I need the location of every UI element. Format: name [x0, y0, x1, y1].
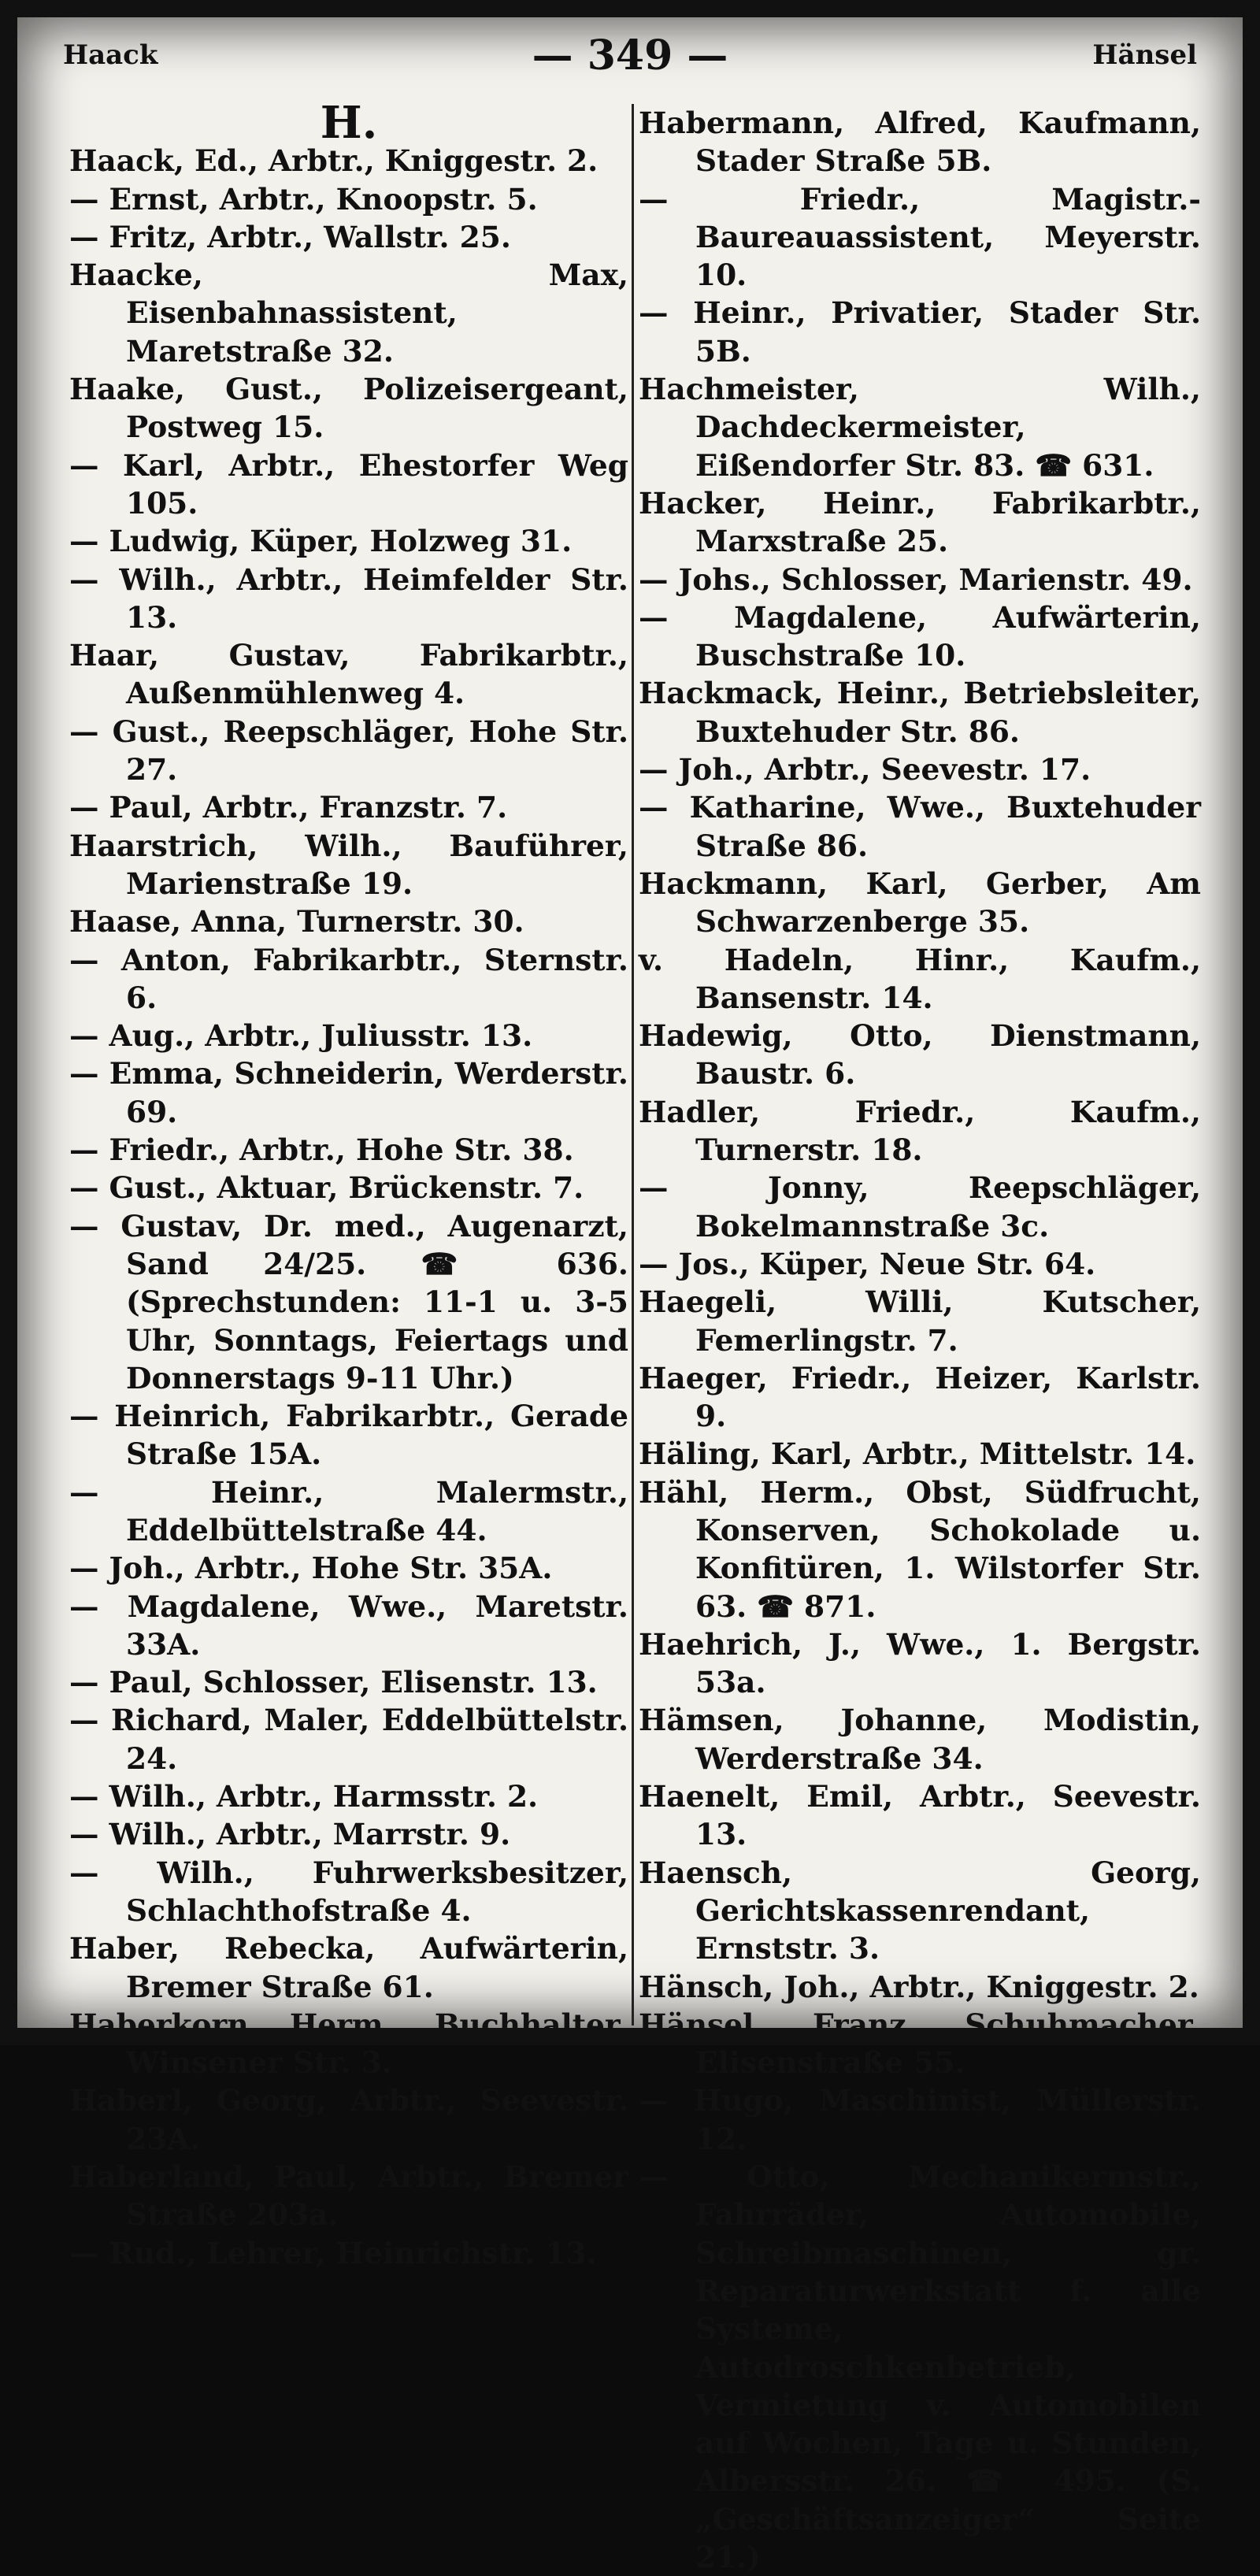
directory-entry: — Gustav, Dr. med., Augenarzt, Sand 24/25. ☎ 636. (Sprechstunden: 11-1 u. 3-5 Uhr, Sonntags, Feiertags und Donnerstags 9-11 Uhr.) — [69, 1208, 628, 1395]
directory-entry: — Hugo, Maschinist, Müllerstr. 12. — [639, 2083, 1201, 2156]
directory-entry: — Wilh., Arbtr., Heimfelder Str. 13. — [69, 562, 628, 635]
directory-entry: Hachmeister, Wilh., Dachdeckermeister, Eißendorfer Str. 83. ☎ 631. — [639, 372, 1201, 483]
directory-entry: — Katharine, Wwe., Buxtehuder Straße 86. — [639, 790, 1201, 863]
right-column — [632, 104, 1201, 2574]
header-left-catchword: Haack — [63, 39, 158, 71]
directory-entry: Haake, Gust., Polizeisergeant, Postweg 15. — [69, 372, 628, 445]
directory-entry: Haenelt, Emil, Arbtr., Seevestr. 13. — [639, 1779, 1201, 1852]
directory-entry: Haack, Ed., Arbtr., Kniggestr. 2. — [69, 143, 598, 179]
directory-entry: Haehrich, J., Wwe., 1. Bergstr. 53a. — [639, 1626, 1201, 1700]
directory-entry: Hacker, Heinr., Fabrikarbtr., Marxstraße 25. — [639, 485, 1201, 559]
directory-entry: Habermann, Alfred, Kaufmann, Stader Straße 5B. — [639, 106, 1201, 179]
directory-entry: — Paul, Arbtr., Franzstr. 7. — [69, 790, 508, 825]
directory-entry: Haacke, Max, Eisenbahnassistent, Maretstraße 32. — [69, 258, 628, 369]
directory-entry: — Rud., Lehrer, Heinrichstr. 13. — [69, 2235, 597, 2270]
directory-entry: — Fritz, Arbtr., Wallstr. 25. — [69, 219, 511, 254]
directory-entry: — Heinrich, Fabrikarbtr., Gerade Straße 15A. — [69, 1399, 628, 1472]
directory-entry: Haegeli, Willi, Kutscher, Femerlingstr. 7. — [639, 1284, 1201, 1358]
directory-entry: — Joh., Arbtr., Seevestr. 17. — [639, 752, 1091, 788]
directory-entry: Haberl, Georg, Arbtr., Seevestr. 23A. — [69, 2083, 628, 2156]
directory-entry: — Anton, Fabrikarbtr., Sternstr. 6. — [69, 942, 628, 1015]
directory-entry: Häling, Karl, Arbtr., Mittelstr. 14. — [639, 1436, 1196, 1472]
directory-entry: — Magdalene, Wwe., Maretstr. 33A. — [69, 1588, 628, 1662]
directory-entry: — Wilh., Arbtr., Marrstr. 9. — [69, 1817, 511, 1852]
directory-entry: Haarstrich, Wilh., Bauführer, Marienstraße 19. — [69, 828, 628, 901]
directory-entry: v. Hadeln, Hinr., Kaufm., Bansenstr. 14. — [639, 942, 1201, 1015]
directory-entry: — Gust., Aktuar, Brückenstr. 7. — [69, 1170, 584, 1206]
directory-entry: — Magdalene, Aufwärterin, Buschstraße 10. — [639, 599, 1201, 673]
directory-entry: Hämsen, Johanne, Modistin, Werderstraße 34. — [639, 1703, 1201, 1776]
directory-entry: — Friedr., Magistr.-Baureauassistent, Meyerstr. 10. — [639, 181, 1201, 293]
directory-entry: — Gust., Reepschläger, Hohe Str. 27. — [69, 713, 628, 788]
directory-entry: Hähl, Herm., Obst, Südfrucht, Konserven, Schokolade u. Konfitüren, 1. Wilstorfer Str. 63. ☎ 871. — [639, 1474, 1201, 1624]
directory-entry: Haber, Rebecka, Aufwärterin, Bremer Straße 61. — [69, 1931, 628, 2004]
directory-entry: — Otto, Mechanikermstr., Fahrräder, Automobile, Schreibmaschinen, gr. Reparaturwerkstatt f. alle Systeme, Autodroschkenbetrieb, Vermietung v. Automobilen auf Wochen, Tage u. Stunden, Albersstr. 26. ☎ 495. (S. „Geschäftsanzeiger“ Seite 21.) — [639, 2159, 1201, 2574]
running-head — [63, 32, 1197, 87]
directory-entry: — Wilh., Fuhrwerksbesitzer, Schlachthofstraße 4. — [69, 1855, 628, 1928]
directory-entry: — Richard, Maler, Eddelbüttelstr. 24. — [69, 1703, 628, 1776]
directory-entry: Haar, Gustav, Fabrikarbtr., Außenmühlenweg 4. — [69, 638, 628, 711]
directory-entry: — Jos., Küper, Neue Str. 64. — [639, 1246, 1096, 1281]
directory-entry: — Wilh., Arbtr., Harmsstr. 2. — [69, 1779, 539, 1814]
directory-entry: Hackmack, Heinr., Betriebsleiter, Buxtehuder Str. 86. — [639, 676, 1201, 749]
directory-entry: — Aug., Arbtr., Juliusstr. 13. — [69, 1018, 533, 1054]
header-right-catchword: Hänsel — [1092, 39, 1197, 71]
directory-entry: — Jonny, Reepschläger, Bokelmannstraße 3c. — [639, 1170, 1201, 1244]
directory-entry: — Joh., Arbtr., Hohe Str. 35A. — [69, 1551, 553, 1586]
directory-entry: — Paul, Schlosser, Elisenstr. 13. — [69, 1665, 598, 1700]
directory-entry: Haberkorn, Herm., Buchhalter, Winsener Str. 3. — [69, 2007, 628, 2081]
directory-entry: — Ernst, Arbtr., Knoopstr. 5. — [69, 181, 538, 217]
page-number: — 349 — — [532, 32, 728, 80]
directory-entry: Haase, Anna, Turnerstr. 30. — [69, 904, 524, 940]
directory-entry: Haensch, Georg, Gerichtskassenrendant, Ernststr. 3. — [639, 1855, 1201, 1966]
directory-entry: Haeger, Friedr., Heizer, Karlstr. 9. — [639, 1360, 1201, 1434]
directory-entry: — Ludwig, Küper, Holzweg 31. — [69, 524, 573, 559]
directory-entry: — Friedr., Arbtr., Hohe Str. 38. — [69, 1132, 574, 1168]
directory-entry: Hänsch, Joh., Arbtr., Kniggestr. 2. — [639, 1969, 1199, 2004]
directory-entry: Hackmann, Karl, Gerber, Am Schwarzenberge 35. — [639, 865, 1201, 940]
directory-entry: — Karl, Arbtr., Ehestorfer Weg 105. — [69, 447, 628, 521]
directory-entry: Hadewig, Otto, Dienstmann, Baustr. 6. — [639, 1018, 1201, 1092]
directory-entry: — Heinr., Privatier, Stader Str. 5B. — [639, 295, 1201, 369]
left-column — [69, 97, 628, 2270]
directory-entry: — Heinr., Malermstr., Eddelbüttelstraße 44. — [69, 1474, 628, 1547]
directory-entry: — Johs., Schlosser, Marienstr. 49. — [639, 562, 1193, 597]
section-letter: H. — [320, 97, 378, 149]
directory-entry: Hänsel, Franz, Schuhmacher, Elisenstraße 55. — [639, 2007, 1201, 2081]
directory-entry: Haberland, Paul, Arbtr., Bremer Straße 203a. — [69, 2159, 628, 2233]
directory-entry: — Emma, Schneiderin, Werderstr. 69. — [69, 1056, 628, 1129]
directory-entry: Hadler, Friedr., Kaufm., Turnerstr. 18. — [639, 1094, 1201, 1168]
